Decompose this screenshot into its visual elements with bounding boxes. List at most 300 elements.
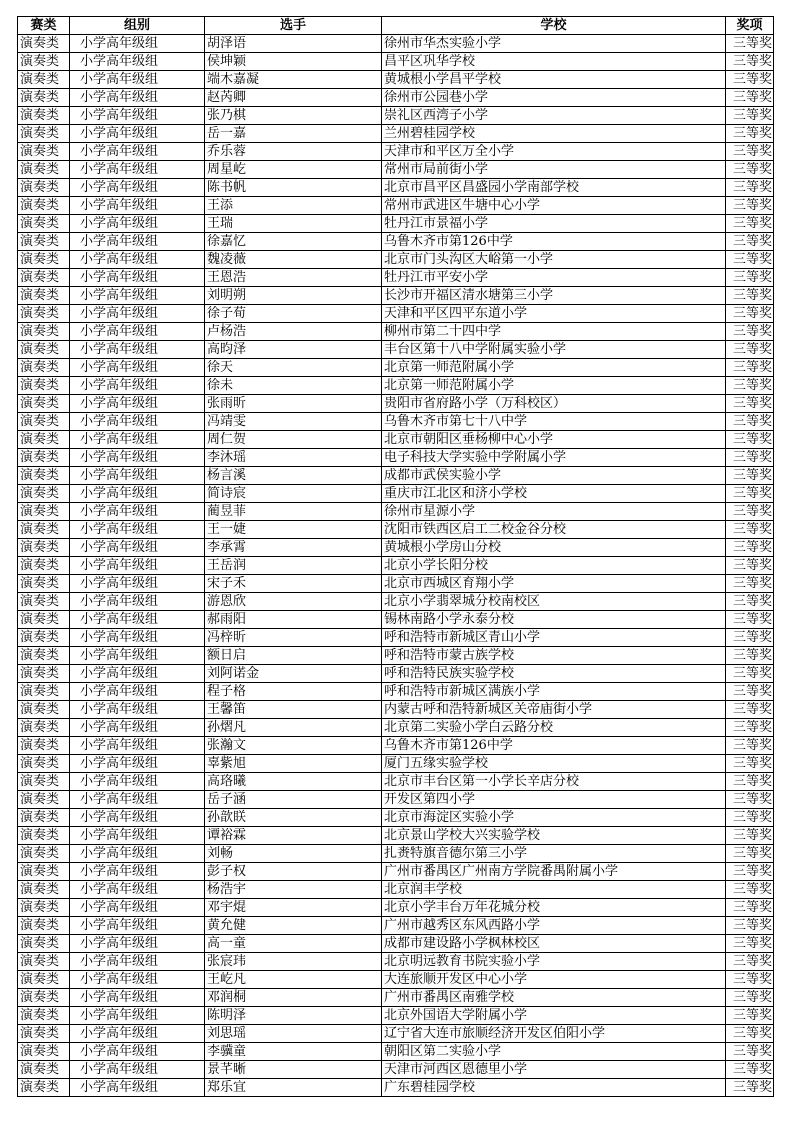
cell-category: 演奏类 <box>18 593 70 611</box>
cell-category: 演奏类 <box>18 485 70 503</box>
cell-award: 三等奖 <box>726 971 774 989</box>
cell-group: 小学高年级组 <box>70 611 205 629</box>
cell-group: 小学高年级组 <box>70 683 205 701</box>
cell-award: 三等奖 <box>726 899 774 917</box>
cell-group: 小学高年级组 <box>70 881 205 899</box>
table-row <box>18 107 774 125</box>
cell-group: 小学高年级组 <box>70 989 205 1007</box>
cell-category: 演奏类 <box>18 179 70 197</box>
cell-group: 小学高年级组 <box>70 953 205 971</box>
cell-group: 小学高年级组 <box>70 35 205 53</box>
table-row <box>18 791 774 809</box>
table-row <box>18 881 774 899</box>
award-table <box>17 16 774 1097</box>
table-row <box>18 1025 774 1043</box>
cell-group: 小学高年级组 <box>70 305 205 323</box>
cell-contestant: 刘思瑶 <box>205 1025 382 1043</box>
cell-contestant: 徐未 <box>205 377 382 395</box>
cell-school: 电子科技大学实验中学附属小学 <box>382 449 726 467</box>
cell-contestant: 乔乐蓉 <box>205 143 382 161</box>
cell-award: 三等奖 <box>726 395 774 413</box>
cell-contestant: 张宸玮 <box>205 953 382 971</box>
cell-contestant: 魏凌薇 <box>205 251 382 269</box>
cell-award: 三等奖 <box>726 449 774 467</box>
cell-award: 三等奖 <box>726 1061 774 1079</box>
cell-category: 演奏类 <box>18 755 70 773</box>
cell-award: 三等奖 <box>726 917 774 935</box>
cell-school: 北京外国语大学附属小学 <box>382 1007 726 1025</box>
cell-group: 小学高年级组 <box>70 719 205 737</box>
cell-category: 演奏类 <box>18 1025 70 1043</box>
cell-group: 小学高年级组 <box>70 917 205 935</box>
cell-category: 演奏类 <box>18 467 70 485</box>
cell-group: 小学高年级组 <box>70 593 205 611</box>
cell-group: 小学高年级组 <box>70 161 205 179</box>
cell-group: 小学高年级组 <box>70 1061 205 1079</box>
cell-school: 黄城根小学房山分校 <box>382 539 726 557</box>
cell-award: 三等奖 <box>726 683 774 701</box>
cell-contestant: 孙歆眹 <box>205 809 382 827</box>
cell-category: 演奏类 <box>18 125 70 143</box>
cell-school: 成都市建设路小学枫林校区 <box>382 935 726 953</box>
cell-school: 广州市番禺区广州南方学院番禺附属小学 <box>382 863 726 881</box>
cell-award: 三等奖 <box>726 647 774 665</box>
cell-group: 小学高年级组 <box>70 773 205 791</box>
cell-school: 呼和浩特民族实验学校 <box>382 665 726 683</box>
cell-school: 成都市武侯实验小学 <box>382 467 726 485</box>
table-row <box>18 755 774 773</box>
cell-award: 三等奖 <box>726 125 774 143</box>
table-row <box>18 269 774 287</box>
cell-category: 演奏类 <box>18 503 70 521</box>
cell-school: 牡丹江市平安小学 <box>382 269 726 287</box>
cell-school: 沈阳市铁西区启工二校金谷分校 <box>382 521 726 539</box>
cell-award: 三等奖 <box>726 197 774 215</box>
cell-school: 北京小学翡翠城分校南校区 <box>382 593 726 611</box>
cell-award: 三等奖 <box>726 251 774 269</box>
cell-category: 演奏类 <box>18 431 70 449</box>
table-row <box>18 863 774 881</box>
cell-category: 演奏类 <box>18 935 70 953</box>
table-row <box>18 431 774 449</box>
cell-award: 三等奖 <box>726 305 774 323</box>
table-row <box>18 503 774 521</box>
cell-school: 北京市门头沟区大峪第一小学 <box>382 251 726 269</box>
table-row <box>18 1043 774 1061</box>
cell-contestant: 李骥童 <box>205 1043 382 1061</box>
cell-contestant: 辜紫旭 <box>205 755 382 773</box>
cell-category: 演奏类 <box>18 1079 70 1097</box>
cell-school: 呼和浩特市新城区青山小学 <box>382 629 726 647</box>
cell-category: 演奏类 <box>18 89 70 107</box>
table-row <box>18 647 774 665</box>
cell-contestant: 邓润桐 <box>205 989 382 1007</box>
table-row <box>18 341 774 359</box>
cell-school: 乌鲁木齐市第126中学 <box>382 233 726 251</box>
cell-award: 三等奖 <box>726 953 774 971</box>
table-row <box>18 917 774 935</box>
table-row <box>18 665 774 683</box>
cell-school: 乌鲁木齐市第126中学 <box>382 737 726 755</box>
table-row <box>18 827 774 845</box>
cell-school: 朝阳区第二实验小学 <box>382 1043 726 1061</box>
table-row <box>18 467 774 485</box>
cell-award: 三等奖 <box>726 467 774 485</box>
cell-award: 三等奖 <box>726 377 774 395</box>
header-contestant: 选手 <box>205 17 382 35</box>
cell-school: 重庆市江北区和济小学校 <box>382 485 726 503</box>
cell-contestant: 王瑞 <box>205 215 382 233</box>
table-row <box>18 1007 774 1025</box>
cell-award: 三等奖 <box>726 71 774 89</box>
cell-contestant: 景芊晰 <box>205 1061 382 1079</box>
cell-award: 三等奖 <box>726 773 774 791</box>
cell-group: 小学高年级组 <box>70 557 205 575</box>
cell-category: 演奏类 <box>18 557 70 575</box>
cell-contestant: 高珞曦 <box>205 773 382 791</box>
cell-category: 演奏类 <box>18 737 70 755</box>
table-row <box>18 539 774 557</box>
cell-school: 扎赉特旗音德尔第三小学 <box>382 845 726 863</box>
cell-award: 三等奖 <box>726 323 774 341</box>
cell-category: 演奏类 <box>18 881 70 899</box>
cell-group: 小学高年级组 <box>70 827 205 845</box>
cell-contestant: 陈书帆 <box>205 179 382 197</box>
cell-school: 北京小学丰台万年花城分校 <box>382 899 726 917</box>
cell-school: 徐州市华杰实验小学 <box>382 35 726 53</box>
table-row <box>18 1079 774 1097</box>
cell-group: 小学高年级组 <box>70 863 205 881</box>
cell-award: 三等奖 <box>726 89 774 107</box>
table-row <box>18 395 774 413</box>
cell-school: 北京第二实验小学白云路分校 <box>382 719 726 737</box>
cell-category: 演奏类 <box>18 683 70 701</box>
cell-contestant: 张瀚文 <box>205 737 382 755</box>
cell-group: 小学高年级组 <box>70 935 205 953</box>
cell-group: 小学高年级组 <box>70 1079 205 1097</box>
table-row <box>18 161 774 179</box>
cell-school: 长沙市开福区清水塘第三小学 <box>382 287 726 305</box>
cell-category: 演奏类 <box>18 791 70 809</box>
cell-contestant: 刘阿诺金 <box>205 665 382 683</box>
cell-school: 兰州碧桂园学校 <box>382 125 726 143</box>
cell-contestant: 岳子涵 <box>205 791 382 809</box>
table-row <box>18 215 774 233</box>
cell-contestant: 周星屹 <box>205 161 382 179</box>
cell-category: 演奏类 <box>18 953 70 971</box>
cell-award: 三等奖 <box>726 737 774 755</box>
cell-group: 小学高年级组 <box>70 359 205 377</box>
cell-group: 小学高年级组 <box>70 143 205 161</box>
cell-contestant: 蔺昱菲 <box>205 503 382 521</box>
cell-school: 北京市西城区育翔小学 <box>382 575 726 593</box>
cell-award: 三等奖 <box>726 35 774 53</box>
cell-group: 小学高年级组 <box>70 377 205 395</box>
cell-contestant: 张雨昕 <box>205 395 382 413</box>
cell-group: 小学高年级组 <box>70 215 205 233</box>
cell-group: 小学高年级组 <box>70 539 205 557</box>
cell-category: 演奏类 <box>18 647 70 665</box>
cell-category: 演奏类 <box>18 845 70 863</box>
cell-category: 演奏类 <box>18 107 70 125</box>
cell-award: 三等奖 <box>726 593 774 611</box>
cell-school: 广州市番禺区南雅学校 <box>382 989 726 1007</box>
cell-school: 厦门五缘实验学校 <box>382 755 726 773</box>
cell-award: 三等奖 <box>726 1025 774 1043</box>
cell-school: 北京润丰学校 <box>382 881 726 899</box>
cell-contestant: 程子格 <box>205 683 382 701</box>
cell-group: 小学高年级组 <box>70 845 205 863</box>
cell-school: 呼和浩特市蒙古族学校 <box>382 647 726 665</box>
cell-category: 演奏类 <box>18 197 70 215</box>
cell-contestant: 岳一嘉 <box>205 125 382 143</box>
cell-category: 演奏类 <box>18 233 70 251</box>
table-row <box>18 53 774 71</box>
cell-group: 小学高年级组 <box>70 809 205 827</box>
table-row <box>18 89 774 107</box>
header-award: 奖项 <box>726 17 774 35</box>
cell-award: 三等奖 <box>726 269 774 287</box>
table-row <box>18 305 774 323</box>
cell-contestant: 侯坤颖 <box>205 53 382 71</box>
cell-award: 三等奖 <box>726 503 774 521</box>
cell-contestant: 李沐瑶 <box>205 449 382 467</box>
cell-group: 小学高年级组 <box>70 197 205 215</box>
cell-group: 小学高年级组 <box>70 71 205 89</box>
table-row <box>18 179 774 197</box>
cell-contestant: 杨言溪 <box>205 467 382 485</box>
cell-contestant: 王馨笛 <box>205 701 382 719</box>
cell-contestant: 李承霄 <box>205 539 382 557</box>
cell-school: 乌鲁木齐市第七十八中学 <box>382 413 726 431</box>
cell-contestant: 张乃棋 <box>205 107 382 125</box>
cell-award: 三等奖 <box>726 1007 774 1025</box>
cell-school: 开发区第四小学 <box>382 791 726 809</box>
cell-award: 三等奖 <box>726 809 774 827</box>
table-row <box>18 287 774 305</box>
cell-school: 北京市朝阳区垂杨柳中心小学 <box>382 431 726 449</box>
cell-group: 小学高年级组 <box>70 737 205 755</box>
cell-category: 演奏类 <box>18 665 70 683</box>
cell-school: 丰台区第十八中学附属实验小学 <box>382 341 726 359</box>
cell-school: 大连旅顺开发区中心小学 <box>382 971 726 989</box>
cell-category: 演奏类 <box>18 305 70 323</box>
cell-award: 三等奖 <box>726 611 774 629</box>
cell-group: 小学高年级组 <box>70 1043 205 1061</box>
cell-group: 小学高年级组 <box>70 971 205 989</box>
cell-school: 北京市海淀区实验小学 <box>382 809 726 827</box>
cell-award: 三等奖 <box>726 539 774 557</box>
cell-category: 演奏类 <box>18 827 70 845</box>
cell-group: 小学高年级组 <box>70 341 205 359</box>
cell-award: 三等奖 <box>726 755 774 773</box>
table-row <box>18 359 774 377</box>
cell-category: 演奏类 <box>18 395 70 413</box>
cell-contestant: 游恩欣 <box>205 593 382 611</box>
cell-category: 演奏类 <box>18 35 70 53</box>
cell-category: 演奏类 <box>18 863 70 881</box>
cell-group: 小学高年级组 <box>70 287 205 305</box>
cell-group: 小学高年级组 <box>70 179 205 197</box>
cell-group: 小学高年级组 <box>70 521 205 539</box>
cell-group: 小学高年级组 <box>70 755 205 773</box>
table-row <box>18 71 774 89</box>
table-row <box>18 575 774 593</box>
cell-school: 天津市河西区恩德里小学 <box>382 1061 726 1079</box>
table-row <box>18 719 774 737</box>
cell-award: 三等奖 <box>726 719 774 737</box>
cell-school: 贵阳市省府路小学（万科校区） <box>382 395 726 413</box>
cell-school: 北京小学长阳分校 <box>382 557 726 575</box>
cell-school: 广东碧桂园学校 <box>382 1079 726 1097</box>
cell-contestant: 赵芮卿 <box>205 89 382 107</box>
cell-group: 小学高年级组 <box>70 701 205 719</box>
cell-award: 三等奖 <box>726 179 774 197</box>
cell-award: 三等奖 <box>726 701 774 719</box>
cell-award: 三等奖 <box>726 359 774 377</box>
cell-group: 小学高年级组 <box>70 413 205 431</box>
cell-category: 演奏类 <box>18 629 70 647</box>
cell-award: 三等奖 <box>726 287 774 305</box>
cell-group: 小学高年级组 <box>70 53 205 71</box>
cell-contestant: 王添 <box>205 197 382 215</box>
cell-group: 小学高年级组 <box>70 107 205 125</box>
cell-school: 锡林南路小学永泰分校 <box>382 611 726 629</box>
cell-school: 内蒙古呼和浩特新城区关帝庙街小学 <box>382 701 726 719</box>
cell-contestant: 徐嘉忆 <box>205 233 382 251</box>
cell-school: 黄城根小学昌平学校 <box>382 71 726 89</box>
cell-category: 演奏类 <box>18 413 70 431</box>
cell-contestant: 黄允健 <box>205 917 382 935</box>
cell-category: 演奏类 <box>18 143 70 161</box>
cell-category: 演奏类 <box>18 701 70 719</box>
header-school: 学校 <box>382 17 726 35</box>
cell-group: 小学高年级组 <box>70 125 205 143</box>
cell-group: 小学高年级组 <box>70 89 205 107</box>
cell-contestant: 刘明朔 <box>205 287 382 305</box>
cell-award: 三等奖 <box>726 431 774 449</box>
cell-school: 北京第一师范附属小学 <box>382 359 726 377</box>
cell-category: 演奏类 <box>18 161 70 179</box>
cell-contestant: 冯靖雯 <box>205 413 382 431</box>
cell-category: 演奏类 <box>18 323 70 341</box>
table-row <box>18 773 774 791</box>
cell-category: 演奏类 <box>18 449 70 467</box>
cell-award: 三等奖 <box>726 863 774 881</box>
cell-category: 演奏类 <box>18 917 70 935</box>
table-row <box>18 809 774 827</box>
cell-category: 演奏类 <box>18 989 70 1007</box>
cell-category: 演奏类 <box>18 377 70 395</box>
cell-contestant: 郑乐宜 <box>205 1079 382 1097</box>
cell-group: 小学高年级组 <box>70 791 205 809</box>
cell-category: 演奏类 <box>18 251 70 269</box>
cell-group: 小学高年级组 <box>70 233 205 251</box>
cell-contestant: 陈明泽 <box>205 1007 382 1025</box>
cell-contestant: 王岳润 <box>205 557 382 575</box>
cell-contestant: 王屹凡 <box>205 971 382 989</box>
cell-category: 演奏类 <box>18 809 70 827</box>
table-row <box>18 323 774 341</box>
cell-award: 三等奖 <box>726 53 774 71</box>
cell-award: 三等奖 <box>726 233 774 251</box>
table-row <box>18 377 774 395</box>
cell-award: 三等奖 <box>726 629 774 647</box>
table-row <box>18 845 774 863</box>
cell-school: 牡丹江市景福小学 <box>382 215 726 233</box>
table-row <box>18 737 774 755</box>
cell-award: 三等奖 <box>726 665 774 683</box>
cell-category: 演奏类 <box>18 53 70 71</box>
cell-category: 演奏类 <box>18 1061 70 1079</box>
cell-contestant: 宋子禾 <box>205 575 382 593</box>
cell-group: 小学高年级组 <box>70 467 205 485</box>
cell-contestant: 周仁贺 <box>205 431 382 449</box>
cell-category: 演奏类 <box>18 971 70 989</box>
cell-school: 常州市武进区牛塘中心小学 <box>382 197 726 215</box>
cell-school: 北京市昌平区昌盛园小学南部学校 <box>382 179 726 197</box>
cell-category: 演奏类 <box>18 611 70 629</box>
cell-category: 演奏类 <box>18 575 70 593</box>
cell-award: 三等奖 <box>726 575 774 593</box>
cell-category: 演奏类 <box>18 521 70 539</box>
cell-school: 广州市越秀区东风西路小学 <box>382 917 726 935</box>
cell-school: 柳州市第二十四中学 <box>382 323 726 341</box>
cell-school: 崇礼区西湾子小学 <box>382 107 726 125</box>
cell-group: 小学高年级组 <box>70 647 205 665</box>
cell-contestant: 谭裕霖 <box>205 827 382 845</box>
cell-category: 演奏类 <box>18 215 70 233</box>
table-row <box>18 233 774 251</box>
cell-award: 三等奖 <box>726 989 774 1007</box>
cell-group: 小学高年级组 <box>70 269 205 287</box>
cell-award: 三等奖 <box>726 557 774 575</box>
cell-group: 小学高年级组 <box>70 251 205 269</box>
cell-school: 徐州市公园巷小学 <box>382 89 726 107</box>
cell-award: 三等奖 <box>726 143 774 161</box>
table-row <box>18 683 774 701</box>
table-row <box>18 953 774 971</box>
cell-category: 演奏类 <box>18 773 70 791</box>
cell-category: 演奏类 <box>18 899 70 917</box>
cell-school: 北京明远教育书院实验小学 <box>382 953 726 971</box>
cell-award: 三等奖 <box>726 215 774 233</box>
cell-group: 小学高年级组 <box>70 485 205 503</box>
cell-group: 小学高年级组 <box>70 323 205 341</box>
cell-award: 三等奖 <box>726 107 774 125</box>
cell-contestant: 王恩浩 <box>205 269 382 287</box>
cell-award: 三等奖 <box>726 845 774 863</box>
cell-contestant: 王一婕 <box>205 521 382 539</box>
cell-contestant: 额日启 <box>205 647 382 665</box>
table-row <box>18 593 774 611</box>
cell-category: 演奏类 <box>18 1043 70 1061</box>
cell-group: 小学高年级组 <box>70 449 205 467</box>
table-row <box>18 557 774 575</box>
cell-contestant: 端木嘉凝 <box>205 71 382 89</box>
table-row <box>18 35 774 53</box>
cell-school: 天津市和平区万全小学 <box>382 143 726 161</box>
cell-school: 徐州市星源小学 <box>382 503 726 521</box>
table-row <box>18 485 774 503</box>
cell-school: 常州市局前街小学 <box>382 161 726 179</box>
header-row <box>18 17 774 35</box>
cell-contestant: 彭子权 <box>205 863 382 881</box>
cell-group: 小学高年级组 <box>70 395 205 413</box>
cell-category: 演奏类 <box>18 539 70 557</box>
cell-school: 辽宁省大连市旅顺经济开发区伯阳小学 <box>382 1025 726 1043</box>
table-row <box>18 989 774 1007</box>
